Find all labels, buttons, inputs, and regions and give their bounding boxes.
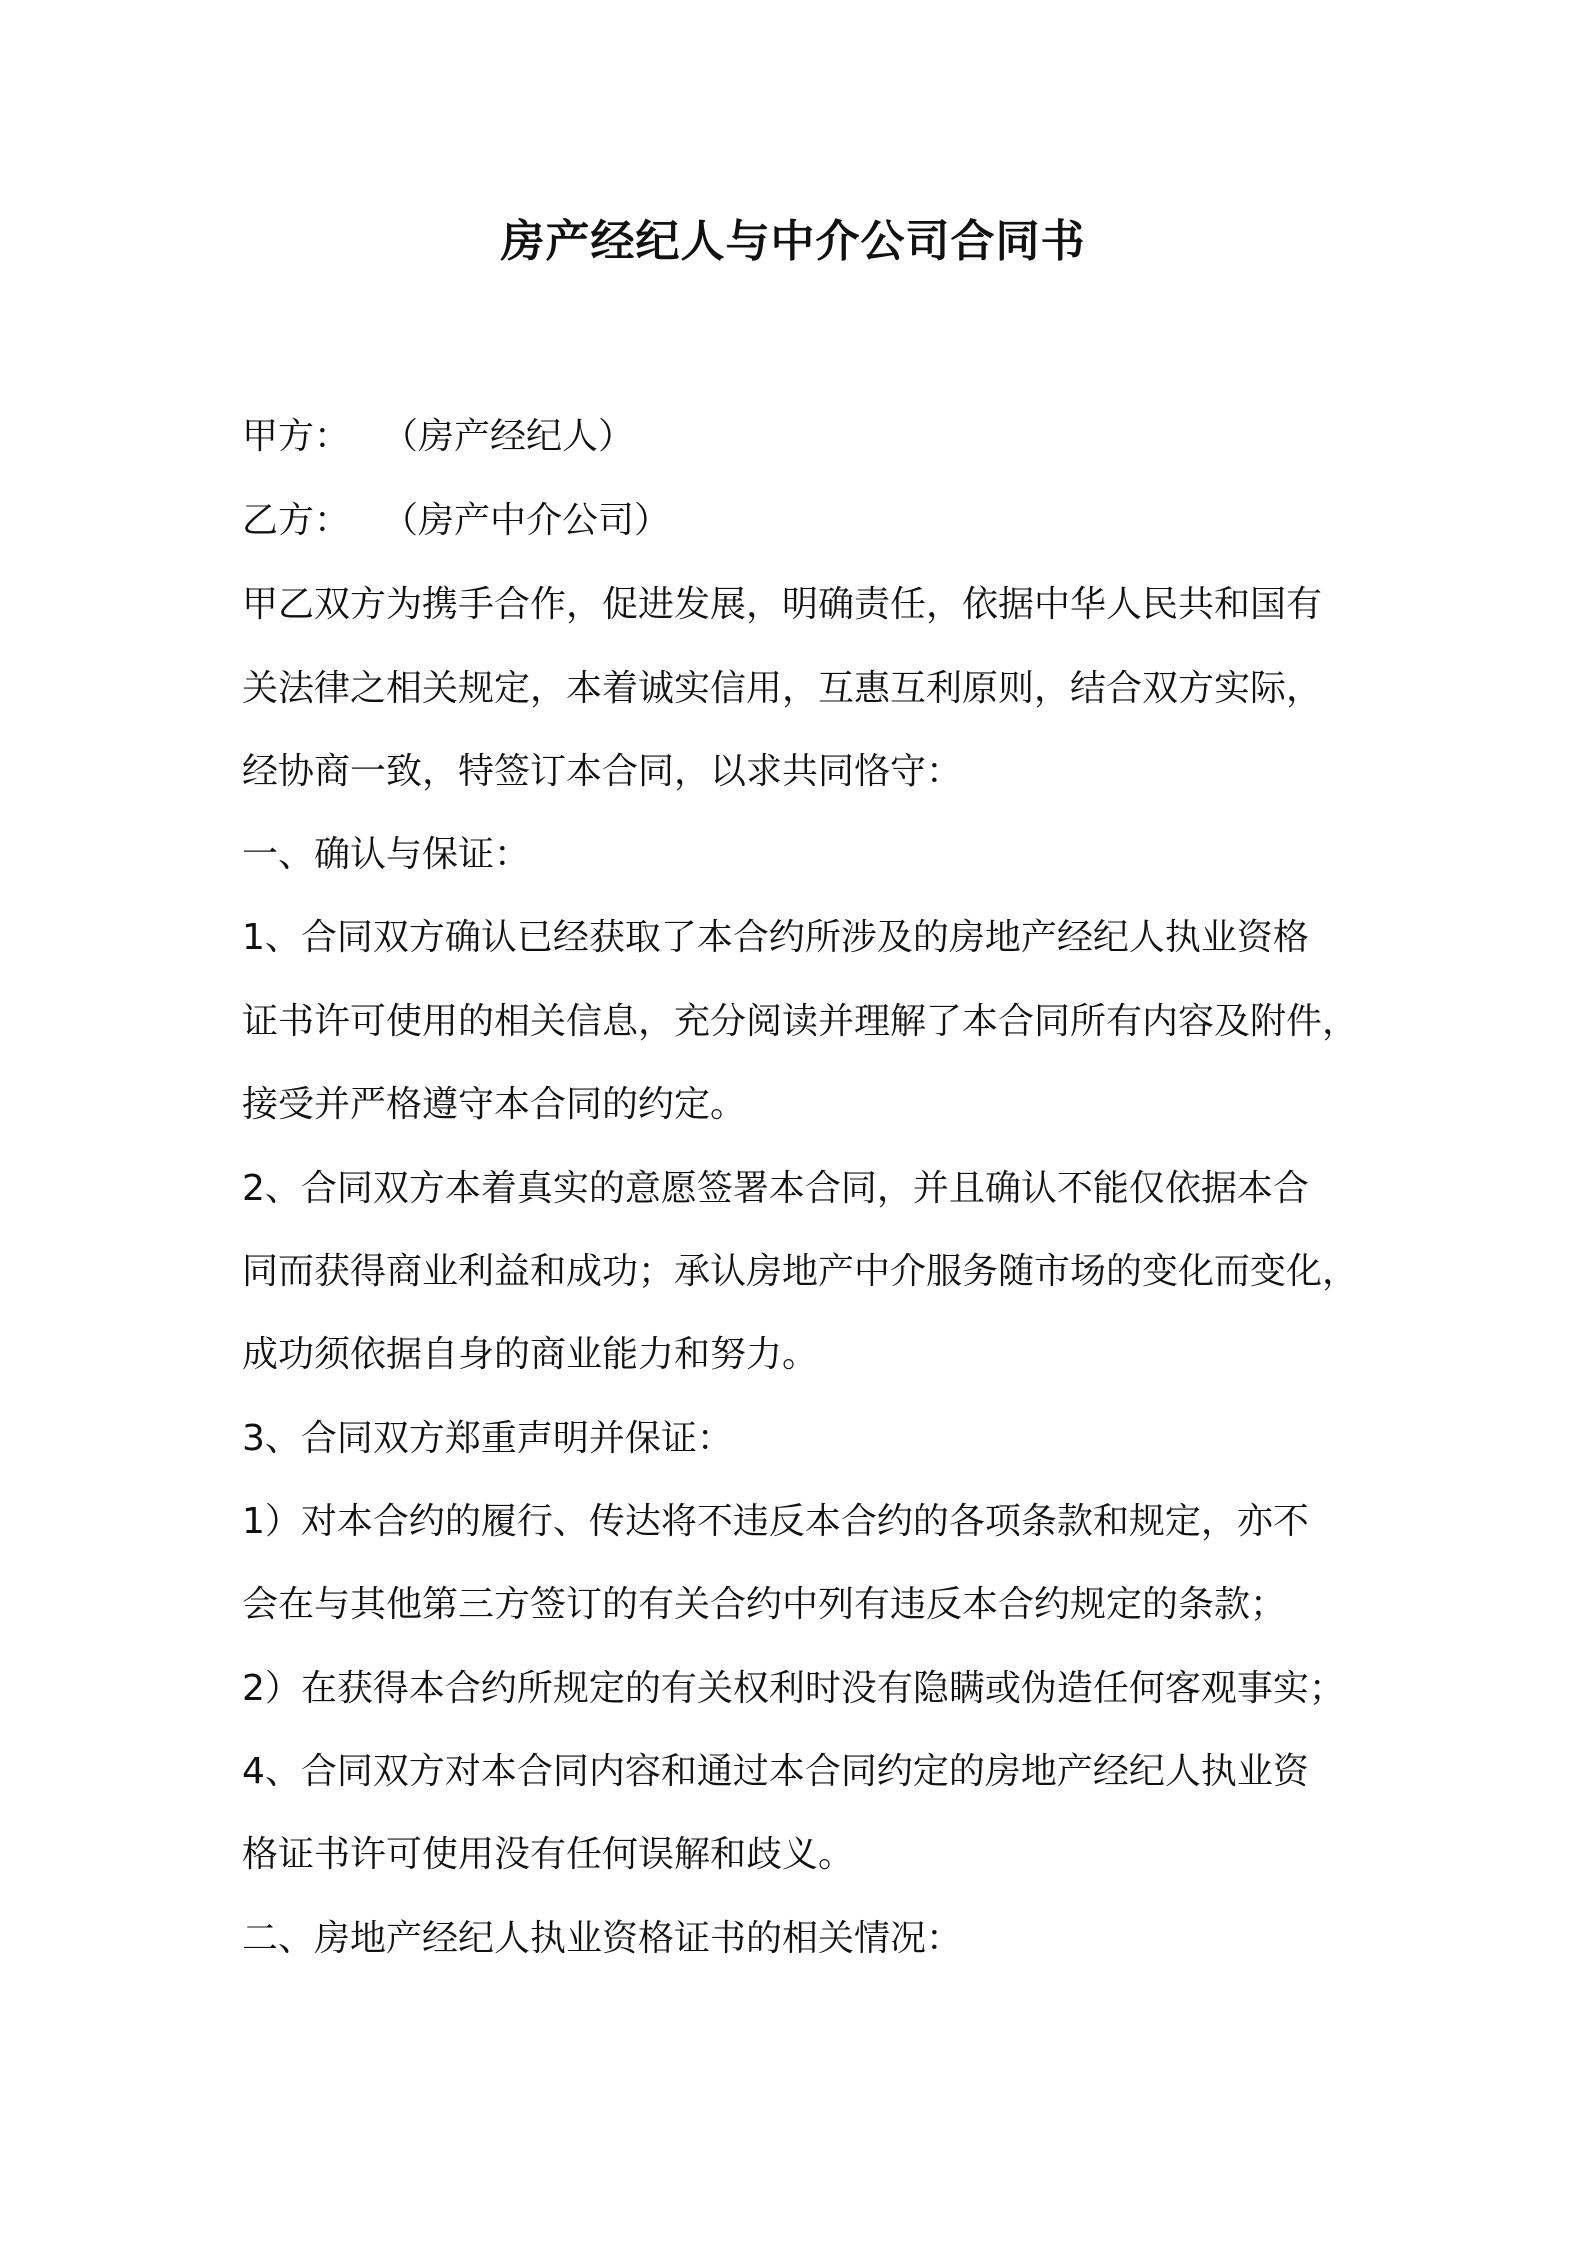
document-title: 房产经纪人与中介公司合同书: [500, 216, 1086, 267]
body-line: 3、合同双方郑重声明并保证：: [242, 1418, 733, 1459]
body-line: 2）在获得本合约所规定的有关权利时没有隐瞒或伪造任何客观事实；: [242, 1668, 1345, 1709]
party-a-line: [242, 412, 634, 462]
party-a-label: 甲方：: [242, 416, 351, 457]
body-line: 成功须依据自身的商业能力和努力。: [242, 1334, 819, 1375]
body-line: 4、合同双方对本合同内容和通过本合同约定的房地产经纪人执业资: [242, 1751, 1309, 1792]
body-line: 格证书许可使用没有任何误解和歧义。: [242, 1834, 855, 1875]
section-heading: 二、房地产经纪人执业资格证书的相关情况：: [242, 1918, 963, 1959]
body-line: 1、合同双方确认已经获取了本合约所涉及的房地产经纪人执业资格: [242, 917, 1309, 958]
body-line: 甲乙双方为携手合作，促进发展，明确责任，依据中华人民共和国有: [242, 584, 1323, 625]
body-line: 同而获得商业利益和成功；承认房地产中介服务随市场的变化而变化，: [242, 1251, 1359, 1292]
party-a-value: （房产经纪人）: [382, 416, 635, 457]
section-heading: 一、确认与保证：: [242, 834, 531, 875]
body-line: 证书许可使用的相关信息，充分阅读并理解了本合同所有内容及附件，: [242, 1001, 1359, 1042]
party-b-value: （房产中介公司）: [382, 500, 671, 541]
party-b-line: [242, 496, 670, 546]
body-line: 关法律之相关规定，本着诚实信用，互惠互利原则，结合双方实际，: [242, 668, 1323, 709]
body-line: 会在与其他第三方签订的有关合约中列有违反本合约规定的条款；: [242, 1584, 1287, 1625]
body-line: 经协商一致，特签订本合同，以求共同恪守：: [242, 751, 963, 792]
party-b-label: 乙方：: [242, 500, 351, 541]
body-line: 1）对本合约的履行、传达将不违反本合约的各项条款和规定，亦不: [242, 1501, 1309, 1542]
body-line: 2、合同双方本着真实的意愿签署本合同，并且确认不能仅依据本合: [242, 1168, 1309, 1209]
body-line: 接受并严格遵守本合同的约定。: [242, 1084, 747, 1125]
